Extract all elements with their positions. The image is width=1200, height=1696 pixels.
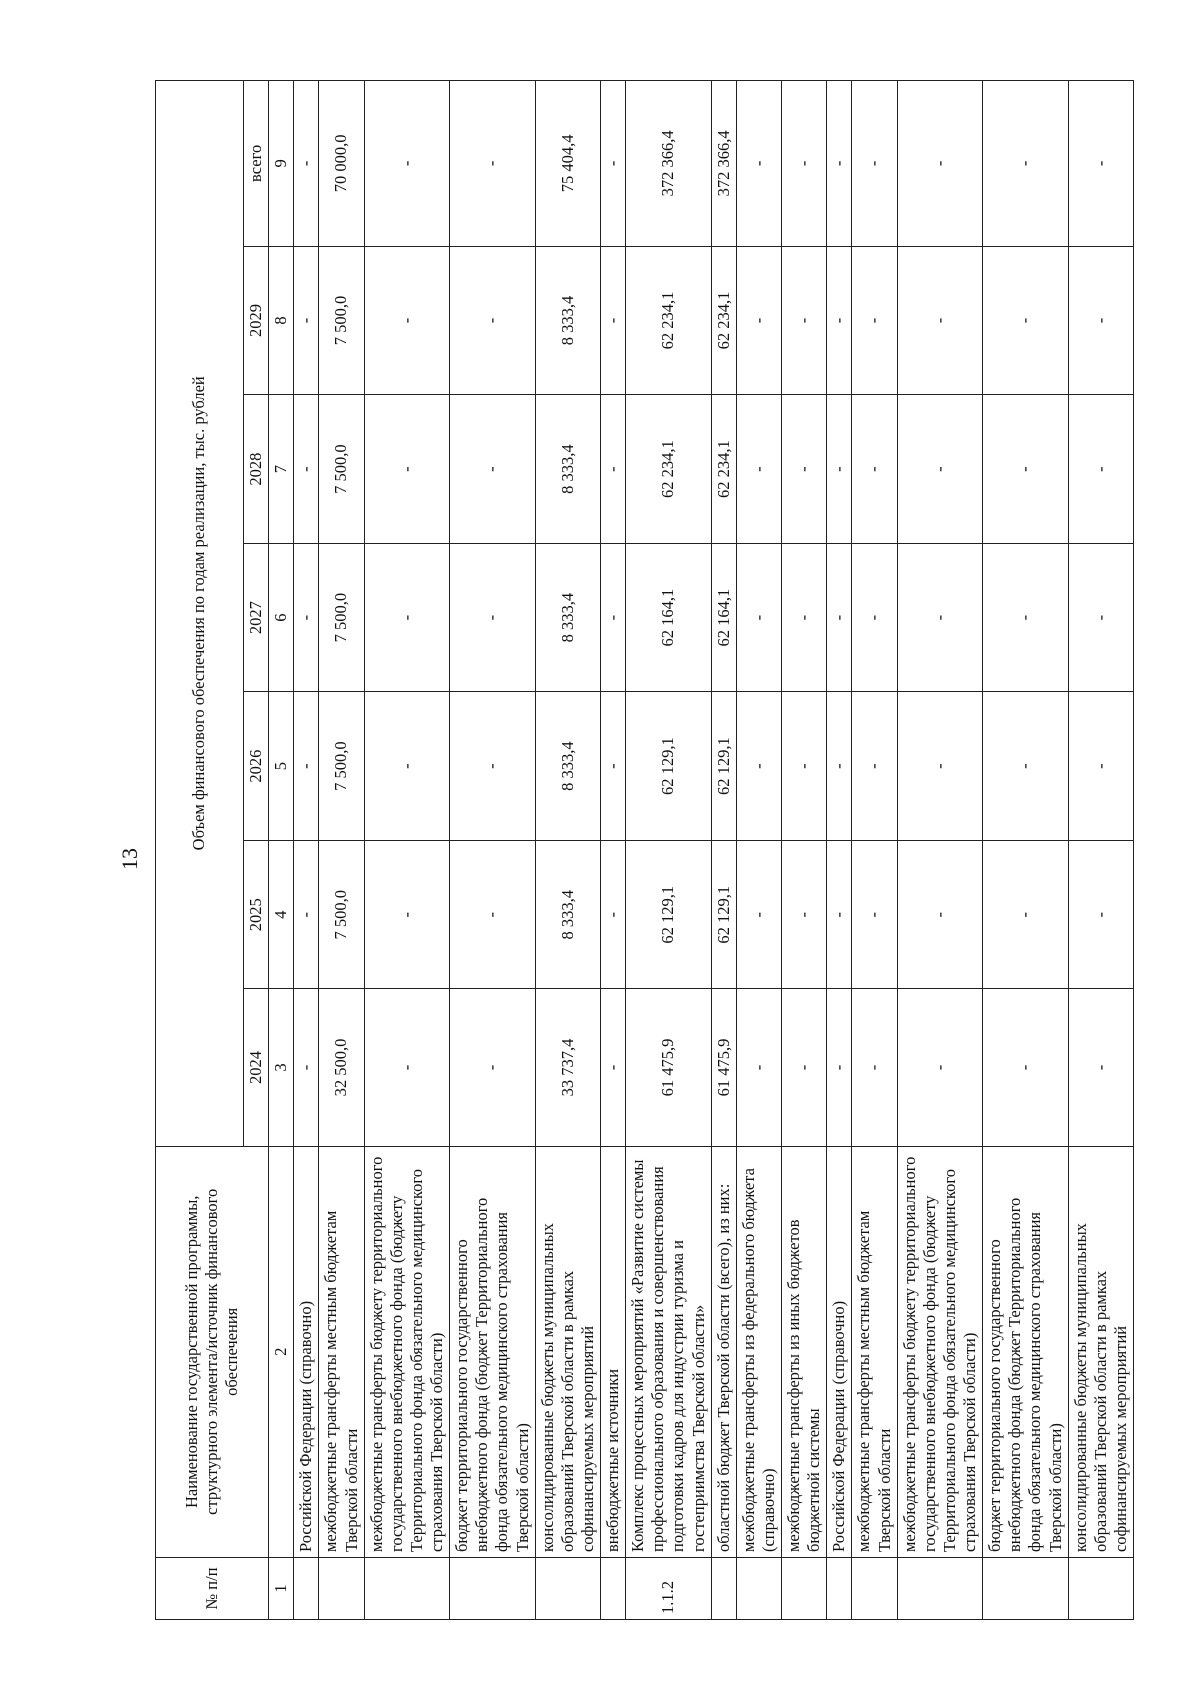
- header-total-cell: всего: [244, 81, 269, 247]
- row-value-cell: -: [364, 840, 450, 989]
- row-value-cell: -: [450, 395, 536, 544]
- row-index-cell: [364, 1558, 450, 1620]
- table-body: [294, 81, 1134, 1620]
- row-name-cell: межбюджетные трансферты бюджету территориального государственного внебюджетного фонда (бюджету Территориального фонда обязательного медицинского страхования Тверской области): [897, 1146, 983, 1557]
- rotated-table-container: [155, 80, 1130, 1620]
- row-index-cell: [983, 1558, 1069, 1620]
- header-amount-cell: Объем финансового обеспечения по годам реализации, тыс. рублей: [156, 81, 244, 1147]
- row-total-cell: -: [782, 81, 827, 247]
- row-name-cell: межбюджетные трансферты бюджету территориального государственного внебюджетного фонда (бюджету Территориального фонда обязательного медицинского страхования Тверской области): [364, 1146, 450, 1557]
- row-value-cell: 7 500,0: [319, 395, 364, 544]
- row-index-cell: [827, 1558, 852, 1620]
- row-value-cell: -: [736, 692, 781, 841]
- page-number: 13: [117, 848, 142, 870]
- row-value-cell: 33 737,4: [535, 989, 600, 1146]
- table-row: [782, 81, 827, 1620]
- row-total-cell: -: [601, 81, 626, 247]
- row-value-cell: -: [364, 246, 450, 395]
- row-value-cell: -: [852, 989, 897, 1146]
- row-value-cell: -: [450, 543, 536, 692]
- row-value-cell: -: [983, 395, 1069, 544]
- row-value-cell: -: [852, 395, 897, 544]
- header-num-cell: № п/п: [156, 1558, 269, 1620]
- row-value-cell: -: [897, 246, 983, 395]
- row-value-cell: 62 129,1: [626, 692, 712, 841]
- row-name-cell: консолидированные бюджеты муниципальных образований Тверской области в рамках софинансируемых мероприятий: [535, 1146, 600, 1557]
- row-total-cell: -: [294, 81, 319, 247]
- table-row: [736, 81, 781, 1620]
- row-total-cell: 70 000,0: [319, 81, 364, 247]
- row-index-cell: [1068, 1558, 1133, 1620]
- row-value-cell: -: [827, 543, 852, 692]
- header-name-cell: Наименование государственной программы, структурного элемента/источник финансового обеспечения: [156, 1146, 269, 1557]
- row-value-cell: -: [827, 692, 852, 841]
- row-total-cell: -: [897, 81, 983, 247]
- row-value-cell: -: [827, 989, 852, 1146]
- column-index-cell: 5: [269, 692, 294, 841]
- row-value-cell: 7 500,0: [319, 543, 364, 692]
- row-total-cell: -: [827, 81, 852, 247]
- row-value-cell: 61 475,9: [626, 989, 712, 1146]
- row-value-cell: -: [983, 543, 1069, 692]
- row-value-cell: 62 234,1: [626, 246, 712, 395]
- column-index-cell: 9: [269, 81, 294, 247]
- row-index-cell: [601, 1558, 626, 1620]
- row-name-cell: Российской Федерации (справочно): [827, 1146, 852, 1557]
- column-index-cell: 6: [269, 543, 294, 692]
- row-value-cell: -: [897, 543, 983, 692]
- row-name-cell: Комплекс процессных мероприятий «Развитие системы профессионального образования и совершенствования подготовки кадров для индустрии туризма и гостеприимства Тверской области»: [626, 1146, 712, 1557]
- row-value-cell: -: [364, 692, 450, 841]
- row-value-cell: -: [1068, 692, 1133, 841]
- row-value-cell: -: [736, 543, 781, 692]
- row-index-cell: [711, 1558, 736, 1620]
- table-row: [364, 81, 450, 1620]
- row-value-cell: -: [364, 989, 450, 1146]
- row-index-cell: [319, 1558, 364, 1620]
- row-value-cell: 62 234,1: [711, 246, 736, 395]
- header-year-cell: 2029: [244, 246, 269, 395]
- row-value-cell: 8 333,4: [535, 840, 600, 989]
- table-row: [601, 81, 626, 1620]
- row-value-cell: -: [736, 246, 781, 395]
- table-row: [897, 81, 983, 1620]
- header-year-cell: 2026: [244, 692, 269, 841]
- column-index-cell: 4: [269, 840, 294, 989]
- row-total-cell: 372 366,4: [626, 81, 712, 247]
- table-row: [535, 81, 600, 1620]
- row-value-cell: -: [983, 692, 1069, 841]
- row-index-cell: [782, 1558, 827, 1620]
- row-value-cell: -: [852, 543, 897, 692]
- row-total-cell: -: [450, 81, 536, 247]
- row-value-cell: -: [364, 543, 450, 692]
- row-value-cell: -: [601, 840, 626, 989]
- column-index-cell: 7: [269, 395, 294, 544]
- row-value-cell: 32 500,0: [319, 989, 364, 1146]
- financing-table: [155, 80, 1134, 1620]
- row-total-cell: 75 404,4: [535, 81, 600, 247]
- row-value-cell: 62 234,1: [711, 395, 736, 544]
- row-total-cell: 372 366,4: [711, 81, 736, 247]
- row-value-cell: 62 234,1: [626, 395, 712, 544]
- row-value-cell: -: [736, 395, 781, 544]
- column-index-cell: 8: [269, 246, 294, 395]
- row-value-cell: -: [983, 989, 1069, 1146]
- table-row: [1068, 81, 1133, 1620]
- row-value-cell: -: [294, 395, 319, 544]
- row-value-cell: -: [852, 840, 897, 989]
- table-row: [319, 81, 364, 1620]
- row-value-cell: -: [852, 692, 897, 841]
- row-index-cell: [535, 1558, 600, 1620]
- row-value-cell: -: [983, 246, 1069, 395]
- row-value-cell: -: [852, 246, 897, 395]
- row-name-cell: межбюджетные трансферты из иных бюджетов бюджетной системы: [782, 1146, 827, 1557]
- row-value-cell: -: [897, 840, 983, 989]
- table-row: [626, 81, 712, 1620]
- row-value-cell: 7 500,0: [319, 692, 364, 841]
- row-value-cell: 61 475,9: [711, 989, 736, 1146]
- row-value-cell: -: [1068, 246, 1133, 395]
- row-value-cell: 7 500,0: [319, 246, 364, 395]
- column-index-cell: 2: [269, 1146, 294, 1557]
- row-value-cell: -: [450, 692, 536, 841]
- row-total-cell: -: [983, 81, 1069, 247]
- row-index-cell: [294, 1558, 319, 1620]
- row-value-cell: 62 164,1: [711, 543, 736, 692]
- header-year-cell: 2027: [244, 543, 269, 692]
- row-name-cell: бюджет территориального государственного внебюджетного фонда (бюджет Территориального фонда обязательного медицинского страхования Тверской области): [450, 1146, 536, 1557]
- header-year-cell: 2024: [244, 989, 269, 1146]
- row-name-cell: Российской Федерации (справочно): [294, 1146, 319, 1557]
- row-value-cell: -: [601, 246, 626, 395]
- row-name-cell: межбюджетные трансферты местным бюджетам Тверской области: [852, 1146, 897, 1557]
- row-value-cell: -: [827, 840, 852, 989]
- row-index-cell: [897, 1558, 983, 1620]
- row-value-cell: -: [897, 692, 983, 841]
- table-header: [156, 81, 294, 1620]
- row-index-cell: [450, 1558, 536, 1620]
- row-value-cell: -: [736, 840, 781, 989]
- row-value-cell: -: [601, 989, 626, 1146]
- row-name-cell: межбюджетные трансферты из федерального бюджета (справочно): [736, 1146, 781, 1557]
- row-name-cell: областной бюджет Тверской области (всего), из них:: [711, 1146, 736, 1557]
- table-row: [983, 81, 1069, 1620]
- table-row: [827, 81, 852, 1620]
- row-name-cell: консолидированные бюджеты муниципальных образований Тверской области в рамках софинансируемых мероприятий: [1068, 1146, 1133, 1557]
- row-value-cell: -: [782, 989, 827, 1146]
- row-value-cell: -: [1068, 989, 1133, 1146]
- row-total-cell: -: [736, 81, 781, 247]
- row-name-cell: внебюджетные источники: [601, 1146, 626, 1557]
- header-year-cell: 2028: [244, 395, 269, 544]
- table-row: [450, 81, 536, 1620]
- row-value-cell: -: [1068, 543, 1133, 692]
- row-value-cell: -: [601, 692, 626, 841]
- row-value-cell: -: [897, 989, 983, 1146]
- row-value-cell: 62 129,1: [711, 840, 736, 989]
- row-total-cell: -: [364, 81, 450, 247]
- row-value-cell: 8 333,4: [535, 246, 600, 395]
- row-value-cell: -: [601, 543, 626, 692]
- row-value-cell: -: [294, 840, 319, 989]
- row-value-cell: -: [782, 543, 827, 692]
- row-value-cell: -: [450, 840, 536, 989]
- row-index-cell: [736, 1558, 781, 1620]
- row-value-cell: 8 333,4: [535, 692, 600, 841]
- row-value-cell: -: [294, 543, 319, 692]
- row-name-cell: бюджет территориального государственного внебюджетного фонда (бюджет Территориального фонда обязательного медицинского страхования Тверской области): [983, 1146, 1069, 1557]
- row-value-cell: -: [897, 395, 983, 544]
- table-row: [294, 81, 319, 1620]
- row-total-cell: -: [1068, 81, 1133, 247]
- row-value-cell: -: [450, 246, 536, 395]
- row-value-cell: -: [601, 395, 626, 544]
- row-value-cell: 62 129,1: [711, 692, 736, 841]
- row-value-cell: 62 164,1: [626, 543, 712, 692]
- row-value-cell: 62 129,1: [626, 840, 712, 989]
- table-row: [852, 81, 897, 1620]
- column-index-cell: 3: [269, 989, 294, 1146]
- row-value-cell: -: [1068, 395, 1133, 544]
- header-year-cell: 2025: [244, 840, 269, 989]
- row-total-cell: -: [852, 81, 897, 247]
- row-value-cell: -: [364, 395, 450, 544]
- row-value-cell: -: [294, 989, 319, 1146]
- row-name-cell: межбюджетные трансферты местным бюджетам Тверской области: [319, 1146, 364, 1557]
- row-value-cell: -: [736, 989, 781, 1146]
- row-index-cell: [852, 1558, 897, 1620]
- row-value-cell: 8 333,4: [535, 543, 600, 692]
- column-index-cell: 1: [269, 1558, 294, 1620]
- row-value-cell: 7 500,0: [319, 840, 364, 989]
- row-index-cell: 1.1.2: [626, 1558, 712, 1620]
- row-value-cell: -: [450, 989, 536, 1146]
- row-value-cell: -: [782, 395, 827, 544]
- row-value-cell: -: [294, 246, 319, 395]
- row-value-cell: -: [827, 246, 852, 395]
- row-value-cell: -: [782, 840, 827, 989]
- row-value-cell: -: [782, 692, 827, 841]
- row-value-cell: 8 333,4: [535, 395, 600, 544]
- row-value-cell: -: [983, 840, 1069, 989]
- row-value-cell: -: [827, 395, 852, 544]
- table-row: [711, 81, 736, 1620]
- row-value-cell: -: [1068, 840, 1133, 989]
- row-value-cell: -: [782, 246, 827, 395]
- row-value-cell: -: [294, 692, 319, 841]
